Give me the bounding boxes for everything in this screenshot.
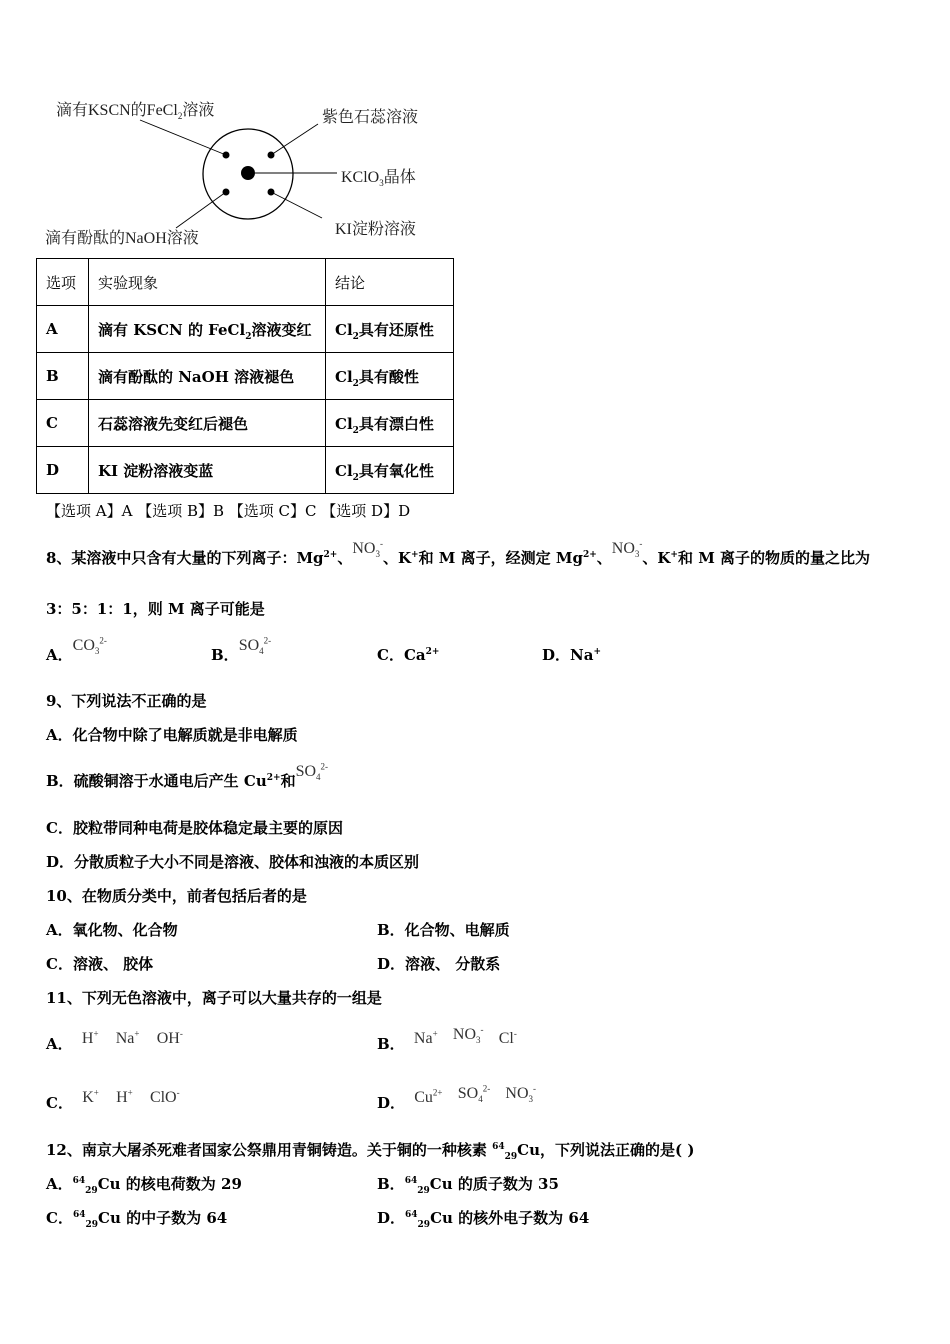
- label-ki-starch: KI淀粉溶液: [335, 221, 416, 238]
- row-phenomenon: 滴有酚酞的 NaOH 溶液褪色: [89, 353, 326, 400]
- q9-option-b: B．硫酸铜溶于水通电后产生 $Cu^{2+}$和$SO_4^{2-}$: [46, 761, 329, 790]
- answer-options-line: 【选项 A】A 【选项 B】B 【选项 C】C 【选项 D】D: [46, 502, 411, 520]
- q11-option-a: A． H+ Na+ OH-: [46, 1028, 183, 1053]
- label-kscn-fecl2: 滴有KSCN的FeCl$_2$溶液: [56, 102, 215, 122]
- q9-option-d: D．分散质粒子大小不同是溶液、胶体和浊液的本质区别: [46, 853, 420, 871]
- row-phenomenon: 石蕊溶液先变红后褪色: [89, 400, 326, 447]
- row-conclusion: $Cl_2$具有酸性: [326, 353, 454, 400]
- table-header-row: [37, 259, 454, 306]
- q12-stem: 12、南京大屠杀死难者国家公祭鼎用青铜铸造。关于铜的一种核素 $^{64}_{29}$Cu，下列说法正确的是( ): [46, 1141, 695, 1162]
- ion-na: Na+: [115, 1028, 140, 1047]
- header-option: 选项: [37, 259, 89, 306]
- q8-ion-no3: $NO_3^-$: [352, 538, 383, 560]
- experiment-table: [36, 258, 454, 494]
- row-option: B: [37, 353, 89, 400]
- q8-ion-so4: $SO_4^{2-}$: [238, 635, 272, 657]
- ion-clo: ClO-: [149, 1087, 180, 1106]
- q8-ion-co3: $CO_3^{2-}$: [72, 635, 107, 657]
- ion-k: K+: [82, 1087, 99, 1106]
- q8-stem-line1: 8、某溶液中只含有大量的下列离子：$Mg^{2+}$、$NO_3^-$、K+和 M 离子，经测定 $Mg^{2+}$、$NO_3^-$、K+和 M 离子的物质的量之比为: [46, 538, 871, 567]
- ion-na: Na+: [413, 1028, 438, 1047]
- q12-option-c: C．$^{64}_{29}$Cu 的中子数为 64: [46, 1209, 228, 1230]
- table-row: [37, 306, 454, 353]
- q11-option-d: D． $Cu^{2+}$ $SO_4^{2-}$ $NO_3^-$: [377, 1083, 537, 1112]
- leader-tl: [140, 120, 226, 155]
- q9-option-c: C．胶粒带同种电荷是胶体稳定最主要的原因: [46, 819, 343, 837]
- row-conclusion: $Cl_2$具有漂白性: [326, 400, 454, 447]
- header-phenomenon: 实验现象: [89, 259, 326, 306]
- q11-stem: 11、下列无色溶液中，离子可以大量共存的一组是: [46, 989, 382, 1007]
- ion-so4: $SO_4^{2-}$: [457, 1083, 491, 1105]
- header-conclusion: 结论: [326, 259, 454, 306]
- ion-no3: $NO_3^-$: [452, 1024, 484, 1046]
- leader-br: [271, 192, 322, 218]
- q8-stem-line2: 3：5：1：1，则 M 离子可能是: [46, 600, 265, 618]
- q10-option-b: B．化合物、电解质: [377, 921, 510, 939]
- label-kclo3: KClO$_3$晶体: [341, 169, 416, 189]
- row-option: D: [37, 447, 89, 494]
- ion-cu: $Cu^{2+}$: [414, 1087, 443, 1106]
- q10-option-c: C．溶液、 胶体: [46, 955, 154, 973]
- q8-option-b: B．$SO_4^{2-}$: [211, 635, 272, 664]
- q10-option-a: A．氧化物、化合物: [46, 921, 178, 939]
- table-row: [37, 353, 454, 400]
- ion-no3: $NO_3^-$: [505, 1083, 537, 1105]
- row-conclusion: $Cl_2$具有还原性: [326, 306, 454, 353]
- q12-option-b: B．$^{64}_{29}$Cu 的质子数为 35: [377, 1175, 559, 1196]
- q10-stem: 10、在物质分类中，前者包括后者的是: [46, 887, 307, 905]
- table-row: [37, 400, 454, 447]
- q8-ion-no3-2: $NO_3^-$: [611, 538, 643, 560]
- q11-option-c: C． K+ H+ ClO-: [46, 1087, 180, 1112]
- q10-option-d: D．溶液、 分散系: [377, 955, 501, 973]
- q12-option-d: D．$^{64}_{29}$Cu 的核外电子数为 64: [377, 1209, 590, 1230]
- table-row: [37, 447, 454, 494]
- q12-option-a: A．$^{64}_{29}$Cu 的核电荷数为 29: [46, 1175, 242, 1196]
- q8-option-d: D．Na+: [542, 646, 601, 664]
- q8-option-c: C．$Ca^{2+}$: [377, 646, 440, 664]
- row-phenomenon: 滴有 KSCN 的 FeCl$_2$溶液变红: [89, 306, 326, 353]
- q9-ion-so4: $SO_4^{2-}$: [295, 761, 329, 783]
- label-naoh: 滴有酚酞的NaOH溶液: [45, 230, 199, 247]
- leader-bl: [176, 192, 226, 228]
- ion-h: H+: [81, 1028, 99, 1047]
- ion-h: H+: [116, 1087, 133, 1106]
- row-option: A: [37, 306, 89, 353]
- ion-cl: Cl-: [498, 1028, 517, 1047]
- row-phenomenon: KI 淀粉溶液变蓝: [89, 447, 326, 494]
- row-conclusion: $Cl_2$具有氧化性: [326, 447, 454, 494]
- q8-option-a: A．$CO_3^{2-}$: [46, 635, 107, 664]
- row-option: C: [37, 400, 89, 447]
- q9-option-a: A．化合物中除了电解质就是非电解质: [46, 726, 298, 744]
- label-litmus: 紫色石蕊溶液: [322, 109, 419, 126]
- q9-stem: 9、下列说法不正确的是: [46, 692, 207, 710]
- leader-tr: [271, 124, 318, 155]
- q11-option-b: B． Na+ $NO_3^-$ Cl-: [377, 1024, 517, 1053]
- center-dot: [241, 166, 255, 180]
- ion-oh: OH-: [156, 1028, 183, 1047]
